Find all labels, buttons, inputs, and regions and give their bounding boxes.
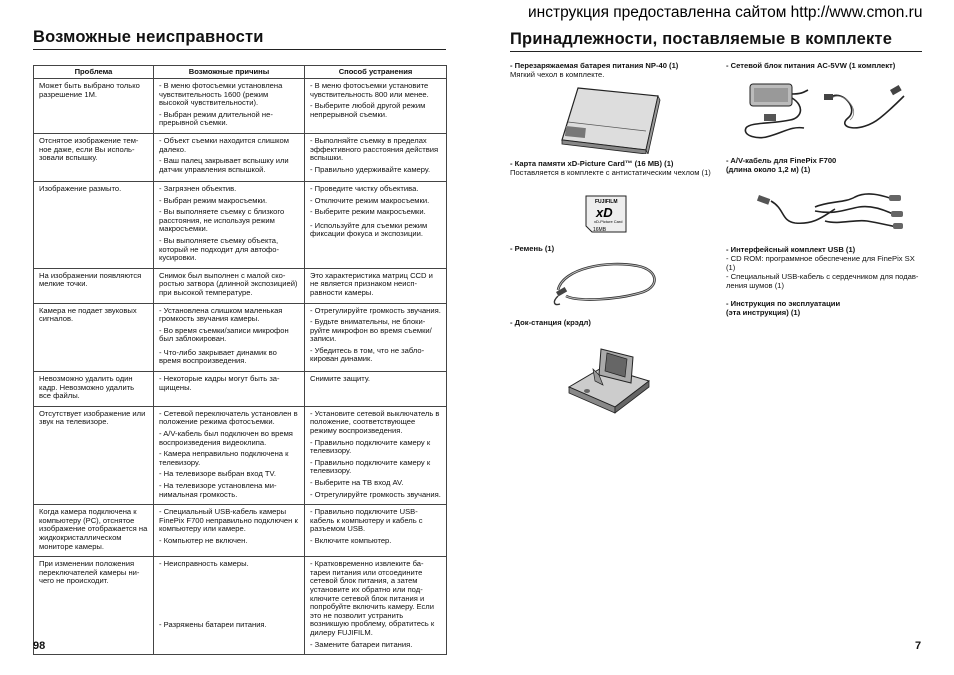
header-problem: Проблема	[34, 66, 154, 79]
solutions-cell: - Установите сетевой выключатель в положение, соответствующее режиму воспроизведения. - Правильно подключите камеру к телевизору. - Правильно подключите камеру к телевизору. - Выберите на ТВ вход AV. - Отрегулируйте громкость звучания.	[305, 406, 447, 504]
accessory-card	[510, 159, 720, 177]
problem-cell: На изображении появляются мелкие точки.	[34, 268, 154, 303]
manual-title-2: (эта инструкция) (1)	[726, 308, 801, 317]
accessory-manual	[726, 299, 926, 317]
card-title: - Карта памяти xD-Picture Card™ (16 MB) (1)	[510, 159, 674, 168]
solutions-cell: - Правильно подключите USB-кабель к компьютеру и кабель с разъемом USB. - Включите компьютер.	[305, 505, 447, 557]
problem-cell: При изменении положения переключателей камеры ничего не происходит.	[34, 557, 154, 655]
strap-title: - Ремень (1)	[510, 244, 555, 253]
accessory-av-cable	[726, 156, 926, 174]
av-cable-image	[755, 185, 905, 233]
table-row	[34, 372, 447, 407]
ac-adapter-image	[740, 78, 910, 146]
problem-cell: Невозможно удалить один кадр. Невозможно удалить все файлы.	[34, 372, 154, 407]
card-capacity-label: 16MB	[593, 227, 607, 233]
manual-title-1: - Инструкция по эксплуатации	[726, 299, 841, 308]
accessory-strap	[510, 244, 710, 253]
solutions-cell: - Выполняйте съемку в пределах эффективного расстояния действия вспышки. - Правильно удерживайте камеру.	[305, 133, 447, 181]
troubleshooting-table	[33, 65, 447, 655]
header-solutions: Способ устранения	[305, 66, 447, 79]
strap-image	[548, 258, 663, 308]
right-page-number: 7	[915, 640, 922, 652]
battery-desc: Мягкий чехол в комплекте.	[510, 70, 605, 79]
left-page-title: Возможные неисправности	[33, 28, 264, 46]
solutions-cell: Это характеристика матриц CCD и не является признаком неисправности камеры.	[305, 268, 447, 303]
problem-cell: Камера не подает звуковых сигналов.	[34, 303, 154, 372]
causes-cell: - Установлена слишком маленькая громкость звучания камеры. - Во время съемки/записи микрофон был заблокирован. - Что-либо закрывает динамик во время воспроизведения.	[154, 303, 305, 372]
dock-image	[563, 339, 653, 414]
problem-cell: Отснятое изображение темное даже, если Вы использовали вспышку.	[34, 133, 154, 181]
solutions-cell: - Кратковременно извлеките батареи питания или отсоедините сетевой блок питания, а затем установите их обратно или подключите сетевой блок питания и попробуйте включить камеру. Если это не позволит устранить возникшую проблему, обратитесь к дилеру FUJIFILM. - Замените батареи питания.	[305, 557, 447, 655]
dock-title: - Док-станция (крэдл)	[510, 318, 591, 327]
usb-kit-desc-1: - CD ROM: программное обеспечение для FinePix SX (1)	[726, 254, 915, 272]
card-logo-label: xD	[596, 205, 613, 220]
ac-adapter-title: - Сетевой блок питания AC-5VW (1 комплект)	[726, 61, 896, 70]
causes-cell: - Сетевой переключатель установлен в положение режима фотосъемки. - A/V-кабель был подключен во время воспроизведения видеоклипа. - Камера неправильно подключена к телевизору. - На телевизоре выбран вход TV. - На телевизоре установлена минимальная громкость.	[154, 406, 305, 504]
watermark-url: инструкция предоставленна сайтом http://www.cmon.ru	[528, 4, 923, 21]
problem-cell: Когда камера подключена к компьютеру (PC), отснятое изображение отображается на жидкокристаллическом мониторе камеры.	[34, 505, 154, 557]
causes-cell: - Загрязнен объектив. - Выбран режим макросъемки. - Вы выполняете съемку с близкого расстояния, не используя режим макросъемки. - Вы выполняете съемку объекта, который не подходит для автофокусировки.	[154, 181, 305, 268]
title-rule-right	[510, 51, 922, 52]
battery-image	[558, 82, 663, 154]
solutions-cell: Снимите защиту.	[305, 372, 447, 407]
table-row	[34, 79, 447, 134]
causes-cell: - Объект съемки находится слишком далеко. - Ваш палец закрывает вспышку или датчик управления вспышкой.	[154, 133, 305, 181]
header-causes: Возможные причины	[154, 66, 305, 79]
table-header-row	[34, 66, 447, 79]
table-row	[34, 133, 447, 181]
problem-cell: Может быть выбрано только разрешение 1М.	[34, 79, 154, 134]
table-row	[34, 406, 447, 504]
causes-cell: - Специальный USB-кабель камеры FinePix F700 неправильно подключен к компьютеру или камере. - Компьютер не включен.	[154, 505, 305, 557]
xd-card-image	[583, 194, 629, 234]
table-row	[34, 303, 447, 372]
causes-cell: - Неисправность камеры. - Разряжены батареи питания.	[154, 557, 305, 655]
problem-cell: Отсутствует изображение или звук на телевизоре.	[34, 406, 154, 504]
accessory-dock	[510, 318, 710, 327]
causes-cell: - В меню фотосъемки установлена чувствительность 1600 (режим высокой чувствительности). - Выбран режим длительной непрерывной съемки.	[154, 79, 305, 134]
problem-cell: Изображение размыто.	[34, 181, 154, 268]
left-page-number: 98	[33, 640, 46, 652]
table-row	[34, 557, 447, 655]
solutions-cell: - В меню фотосъемки установите чувствительность 800 или менее. - Выберите любой другой режим непрерывной съемки.	[305, 79, 447, 134]
av-cable-title-2: (длина около 1,2 м) (1)	[726, 165, 811, 174]
title-rule-left	[33, 49, 446, 50]
usb-kit-desc-2: - Специальный USB-кабель с сердечником для подавления шумов (1)	[726, 272, 919, 290]
table-row	[34, 268, 447, 303]
card-brand-label: FUJIFILM	[595, 199, 618, 205]
accessory-battery	[510, 61, 715, 79]
card-desc: Поставляется в комплекте с антистатическим чехлом (1)	[510, 168, 711, 177]
table-row	[34, 181, 447, 268]
av-cable-title-1: - A/V-кабель для FinePix F700	[726, 156, 837, 165]
accessory-ac-adapter	[726, 61, 926, 70]
solutions-cell: - Проведите чистку объектива. - Отключите режим макросъемки. - Выберите режим макросъемки. - Используйте для съемки режим фиксации фокуса и экспозиции.	[305, 181, 447, 268]
usb-kit-title: - Интерфейсный комплект USB (1)	[726, 245, 856, 254]
causes-cell: - Некоторые кадры могут быть защищены.	[154, 372, 305, 407]
table-row	[34, 505, 447, 557]
accessory-usb-kit	[726, 245, 926, 290]
right-page-title: Принадлежности, поставляемые в комплекте	[510, 30, 893, 48]
card-sub-label: xD-Picture Card	[594, 219, 623, 224]
solutions-cell: - Отрегулируйте громкость звучания. - Будьте внимательны, не блокируйте микрофон во время съемки/записи. - Убедитесь в том, что не заблокирован динамик.	[305, 303, 447, 372]
battery-title: - Перезаряжаемая батарея питания NP-40 (1)	[510, 61, 679, 70]
causes-cell: Снимок был выполнен с малой скоростью затвора (длинной экспозицией) при высокой температуре.	[154, 268, 305, 303]
